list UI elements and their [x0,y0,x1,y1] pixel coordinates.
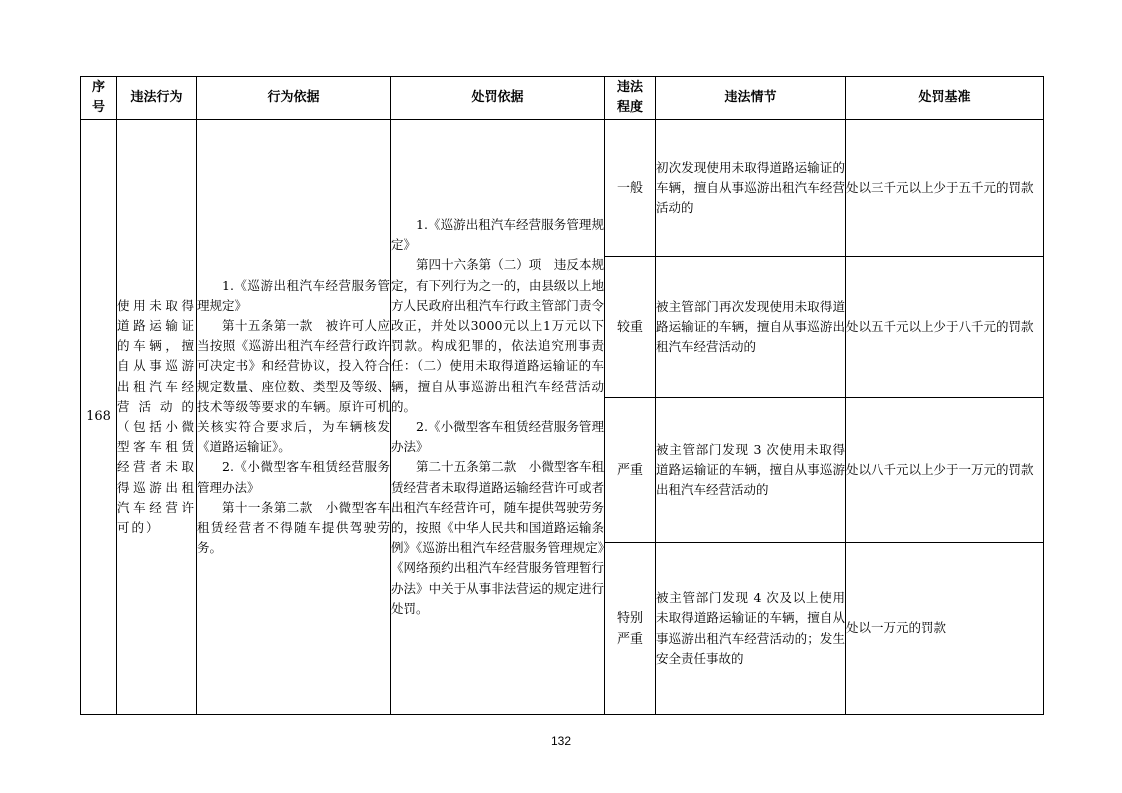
seq-cell: 168 [81,120,117,715]
penalty-standards-table [80,76,1044,715]
header-degree: 违法程度 [605,77,656,120]
degree-cell: 严重 [605,398,656,543]
penalty-basis-para: 第二十五条第二款 小微型客车租赁经营者未取得道路运输经营许可或者出租汽车经营许可，随车提供驾驶劳务的，按照《中华人民共和国道路运输条例》《巡游出租汽车经营服务管理规定》《网络预约出租汽车经营服务管理暂行办法》中关于从事非法营运的规定进行处罚。 [391,459,604,616]
circumstance-cell: 被主管部门再次发现使用未取得道路运输证的车辆，擅自从事巡游出租汽车经营活动的 [656,257,846,398]
standard-cell: 处以一万元的罚款 [846,543,1044,715]
conduct-basis-cell [197,120,391,715]
degree-cell: 一般 [605,120,656,257]
header-row [81,77,1044,120]
circumstance-cell: 初次发现使用未取得道路运输证的车辆，擅自从事巡游出租汽车经营活动的 [656,120,846,257]
standard-cell: 处以三千元以上少于五千元的罚款 [846,120,1044,257]
conduct-basis-para: 1.《巡游出租汽车经营服务管理规定》 [197,277,390,313]
standard-cell: 处以八千元以上少于一万元的罚款 [846,398,1044,543]
penalty-basis-para: 1.《巡游出租汽车经营服务管理规定》 [391,216,604,253]
header-circumstance: 违法情节 [656,77,846,120]
conduct-basis-para: 第十一条第二款 小微型客车租赁经营者不得随车提供驾驶劳务。 [197,499,390,556]
page-number: 132 [550,734,572,748]
standard-cell: 处以五千元以上少于八千元的罚款 [846,257,1044,398]
degree-cell: 较重 [605,257,656,398]
degree-cell: 特别严重 [605,543,656,715]
violation-cell: 使用未取得道路运输证的车辆，擅自从事巡游出租汽车经营活动的（包括小微型客车租赁经营者未取得巡游出租汽车经营许可的） [117,120,197,715]
header-seq: 序号 [81,77,117,120]
penalty-basis-para: 第四十六条第（二）项 违反本规定，有下列行为之一的，由县级以上地方人民政府出租汽车行政主管部门责令改正，并处以3000元以上1万元以下罚款。构成犯罪的，依法追究刑事责任：（二）使用未取得道路运输证的车辆，擅自从事巡游出租汽车经营活动的。 [391,257,604,414]
header-standard: 处罚基准 [846,77,1044,120]
penalty-basis-para: 2.《小微型客车租赁经营服务管理办法》 [391,419,604,455]
header-conduct-basis: 行为依据 [197,77,391,120]
penalty-basis-cell [391,120,605,715]
circumstance-cell: 被主管部门发现 4 次及以上使用未取得道路运输证的车辆，擅自从事巡游出租汽车经营活动的；发生安全责任事故的 [656,543,846,715]
conduct-basis-para: 第十五条第一款 被许可人应当按照《巡游出租汽车经营行政许可决定书》和经营协议，投入符合规定数量、座位数、类型及等级、技术等级等要求的车辆。原许可机关核实符合要求后，为车辆核发《道路运输证》。 [197,317,390,455]
header-penalty-basis: 处罚依据 [391,77,605,120]
header-violation: 违法行为 [117,77,197,120]
table-row [81,120,1044,257]
conduct-basis-para: 2.《小微型客车租赁经营服务管理办法》 [197,459,390,495]
circumstance-cell: 被主管部门发现 3 次使用未取得道路运输证的车辆，擅自从事巡游出租汽车经营活动的 [656,398,846,543]
